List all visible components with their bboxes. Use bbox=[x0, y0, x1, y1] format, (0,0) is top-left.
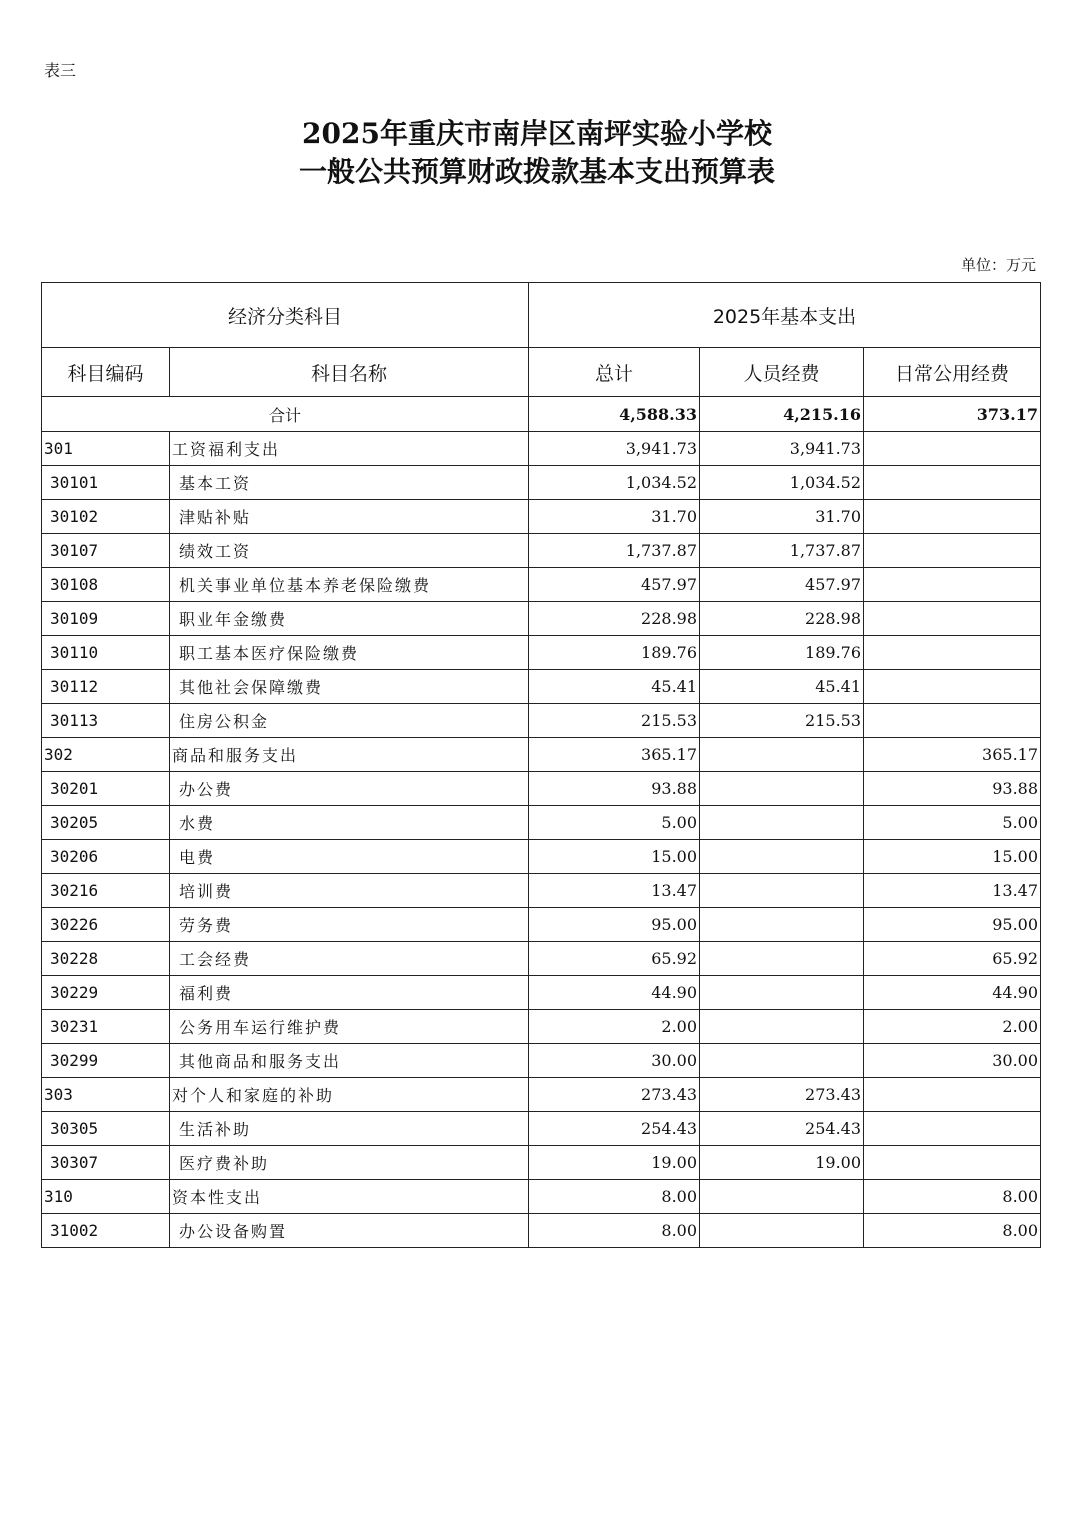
row-personnel bbox=[700, 908, 864, 942]
row-total: 8.00 bbox=[529, 1180, 700, 1214]
row-code: 30113 bbox=[42, 704, 170, 738]
row-public: 5.00 bbox=[864, 806, 1041, 840]
row-name: 工资福利支出 bbox=[170, 432, 529, 466]
row-code: 310 bbox=[42, 1180, 170, 1214]
row-name: 医疗费补助 bbox=[170, 1146, 529, 1180]
header-row-columns bbox=[42, 348, 1041, 397]
row-code: 30307 bbox=[42, 1146, 170, 1180]
total-public: 373.17 bbox=[864, 397, 1041, 432]
column-header-code: 科目编码 bbox=[42, 348, 170, 397]
row-public: 30.00 bbox=[864, 1044, 1041, 1078]
row-public bbox=[864, 1146, 1041, 1180]
row-personnel: 228.98 bbox=[700, 602, 864, 636]
column-header-personnel: 人员经费 bbox=[700, 348, 864, 397]
row-public bbox=[864, 670, 1041, 704]
row-public: 2.00 bbox=[864, 1010, 1041, 1044]
row-personnel bbox=[700, 738, 864, 772]
row-total: 365.17 bbox=[529, 738, 700, 772]
row-personnel: 31.70 bbox=[700, 500, 864, 534]
row-total: 13.47 bbox=[529, 874, 700, 908]
row-public bbox=[864, 636, 1041, 670]
row-personnel bbox=[700, 806, 864, 840]
row-personnel bbox=[700, 1214, 864, 1248]
row-code: 30228 bbox=[42, 942, 170, 976]
row-total: 457.97 bbox=[529, 568, 700, 602]
table-row bbox=[42, 1180, 1041, 1214]
row-code: 30107 bbox=[42, 534, 170, 568]
row-total: 1,737.87 bbox=[529, 534, 700, 568]
row-public bbox=[864, 500, 1041, 534]
row-code: 30206 bbox=[42, 840, 170, 874]
row-code: 30109 bbox=[42, 602, 170, 636]
row-personnel: 457.97 bbox=[700, 568, 864, 602]
row-personnel bbox=[700, 976, 864, 1010]
table-row bbox=[42, 772, 1041, 806]
table-row bbox=[42, 1010, 1041, 1044]
row-code: 301 bbox=[42, 432, 170, 466]
row-personnel: 189.76 bbox=[700, 636, 864, 670]
row-name: 生活补助 bbox=[170, 1112, 529, 1146]
row-public: 65.92 bbox=[864, 942, 1041, 976]
row-personnel: 45.41 bbox=[700, 670, 864, 704]
row-code: 30231 bbox=[42, 1010, 170, 1044]
row-public: 44.90 bbox=[864, 976, 1041, 1010]
table-row bbox=[42, 466, 1041, 500]
unit-label: 单位：万元 bbox=[960, 256, 1036, 274]
row-name: 绩效工资 bbox=[170, 534, 529, 568]
row-total: 189.76 bbox=[529, 636, 700, 670]
row-name: 职业年金缴费 bbox=[170, 602, 529, 636]
row-code: 30216 bbox=[42, 874, 170, 908]
table-row bbox=[42, 1112, 1041, 1146]
row-total: 31.70 bbox=[529, 500, 700, 534]
row-personnel: 3,941.73 bbox=[700, 432, 864, 466]
row-name: 商品和服务支出 bbox=[170, 738, 529, 772]
row-personnel bbox=[700, 840, 864, 874]
total-sum: 4,588.33 bbox=[529, 397, 700, 432]
group-header-economic: 经济分类科目 bbox=[42, 283, 529, 348]
row-code: 30112 bbox=[42, 670, 170, 704]
row-total: 5.00 bbox=[529, 806, 700, 840]
table-row bbox=[42, 908, 1041, 942]
table-row bbox=[42, 568, 1041, 602]
total-label: 合计 bbox=[42, 397, 529, 432]
row-total: 228.98 bbox=[529, 602, 700, 636]
row-personnel: 254.43 bbox=[700, 1112, 864, 1146]
column-header-name: 科目名称 bbox=[170, 348, 529, 397]
row-name: 工会经费 bbox=[170, 942, 529, 976]
row-name: 其他社会保障缴费 bbox=[170, 670, 529, 704]
row-total: 30.00 bbox=[529, 1044, 700, 1078]
row-code: 30229 bbox=[42, 976, 170, 1010]
row-public bbox=[864, 602, 1041, 636]
row-personnel bbox=[700, 874, 864, 908]
table-row bbox=[42, 500, 1041, 534]
row-personnel bbox=[700, 772, 864, 806]
row-name: 对个人和家庭的补助 bbox=[170, 1078, 529, 1112]
row-name: 福利费 bbox=[170, 976, 529, 1010]
row-public: 365.17 bbox=[864, 738, 1041, 772]
row-total: 8.00 bbox=[529, 1214, 700, 1248]
row-personnel bbox=[700, 1044, 864, 1078]
row-name: 水费 bbox=[170, 806, 529, 840]
row-code: 30201 bbox=[42, 772, 170, 806]
table-row bbox=[42, 806, 1041, 840]
row-name: 机关事业单位基本养老保险缴费 bbox=[170, 568, 529, 602]
table-row bbox=[42, 1214, 1041, 1248]
row-public bbox=[864, 432, 1041, 466]
row-code: 30299 bbox=[42, 1044, 170, 1078]
row-public: 15.00 bbox=[864, 840, 1041, 874]
row-personnel: 19.00 bbox=[700, 1146, 864, 1180]
row-public: 95.00 bbox=[864, 908, 1041, 942]
row-name: 津贴补贴 bbox=[170, 500, 529, 534]
table-row bbox=[42, 1044, 1041, 1078]
total-row bbox=[42, 397, 1041, 432]
row-public bbox=[864, 568, 1041, 602]
row-public bbox=[864, 466, 1041, 500]
row-public bbox=[864, 534, 1041, 568]
row-public: 8.00 bbox=[864, 1180, 1041, 1214]
row-name: 培训费 bbox=[170, 874, 529, 908]
row-personnel: 273.43 bbox=[700, 1078, 864, 1112]
page-title-line1: 2025年重庆市南岸区南坪实验小学校 bbox=[302, 117, 772, 150]
row-total: 273.43 bbox=[529, 1078, 700, 1112]
column-header-total: 总计 bbox=[529, 348, 700, 397]
table-row bbox=[42, 1146, 1041, 1180]
row-personnel: 215.53 bbox=[700, 704, 864, 738]
row-total: 3,941.73 bbox=[529, 432, 700, 466]
row-code: 31002 bbox=[42, 1214, 170, 1248]
row-total: 19.00 bbox=[529, 1146, 700, 1180]
row-code: 302 bbox=[42, 738, 170, 772]
row-personnel: 1,737.87 bbox=[700, 534, 864, 568]
row-total: 2.00 bbox=[529, 1010, 700, 1044]
column-header-public: 日常公用经费 bbox=[864, 348, 1041, 397]
row-personnel bbox=[700, 942, 864, 976]
group-header-basic-expenditure: 2025年基本支出 bbox=[529, 283, 1041, 348]
row-personnel bbox=[700, 1180, 864, 1214]
row-total: 45.41 bbox=[529, 670, 700, 704]
table-row bbox=[42, 432, 1041, 466]
table-row bbox=[42, 976, 1041, 1010]
row-name: 职工基本医疗保险缴费 bbox=[170, 636, 529, 670]
row-code: 30108 bbox=[42, 568, 170, 602]
page-title-line2: 一般公共预算财政拨款基本支出预算表 bbox=[298, 155, 775, 188]
row-public bbox=[864, 704, 1041, 738]
total-personnel: 4,215.16 bbox=[700, 397, 864, 432]
budget-table bbox=[41, 282, 1041, 1248]
table-number: 表三 bbox=[44, 61, 77, 80]
table-row bbox=[42, 704, 1041, 738]
row-code: 30305 bbox=[42, 1112, 170, 1146]
row-name: 公务用车运行维护费 bbox=[170, 1010, 529, 1044]
table-row bbox=[42, 1078, 1041, 1112]
row-name: 其他商品和服务支出 bbox=[170, 1044, 529, 1078]
row-total: 44.90 bbox=[529, 976, 700, 1010]
table-row bbox=[42, 942, 1041, 976]
header-row-group bbox=[42, 283, 1041, 348]
row-total: 215.53 bbox=[529, 704, 700, 738]
row-name: 电费 bbox=[170, 840, 529, 874]
table-row bbox=[42, 840, 1041, 874]
row-code: 30226 bbox=[42, 908, 170, 942]
row-public: 8.00 bbox=[864, 1214, 1041, 1248]
table-row bbox=[42, 874, 1041, 908]
row-personnel bbox=[700, 1010, 864, 1044]
row-total: 65.92 bbox=[529, 942, 700, 976]
table-row bbox=[42, 738, 1041, 772]
row-name: 住房公积金 bbox=[170, 704, 529, 738]
row-code: 30102 bbox=[42, 500, 170, 534]
table-row bbox=[42, 636, 1041, 670]
row-public: 93.88 bbox=[864, 772, 1041, 806]
row-total: 1,034.52 bbox=[529, 466, 700, 500]
row-name: 劳务费 bbox=[170, 908, 529, 942]
row-public bbox=[864, 1112, 1041, 1146]
row-public: 13.47 bbox=[864, 874, 1041, 908]
row-name: 资本性支出 bbox=[170, 1180, 529, 1214]
row-name: 办公设备购置 bbox=[170, 1214, 529, 1248]
row-total: 93.88 bbox=[529, 772, 700, 806]
row-code: 30205 bbox=[42, 806, 170, 840]
row-code: 30101 bbox=[42, 466, 170, 500]
table-row bbox=[42, 670, 1041, 704]
row-personnel: 1,034.52 bbox=[700, 466, 864, 500]
row-code: 30110 bbox=[42, 636, 170, 670]
table-row bbox=[42, 534, 1041, 568]
table-row bbox=[42, 602, 1041, 636]
row-name: 基本工资 bbox=[170, 466, 529, 500]
row-public bbox=[864, 1078, 1041, 1112]
row-total: 95.00 bbox=[529, 908, 700, 942]
row-code: 303 bbox=[42, 1078, 170, 1112]
row-total: 15.00 bbox=[529, 840, 700, 874]
row-total: 254.43 bbox=[529, 1112, 700, 1146]
row-name: 办公费 bbox=[170, 772, 529, 806]
